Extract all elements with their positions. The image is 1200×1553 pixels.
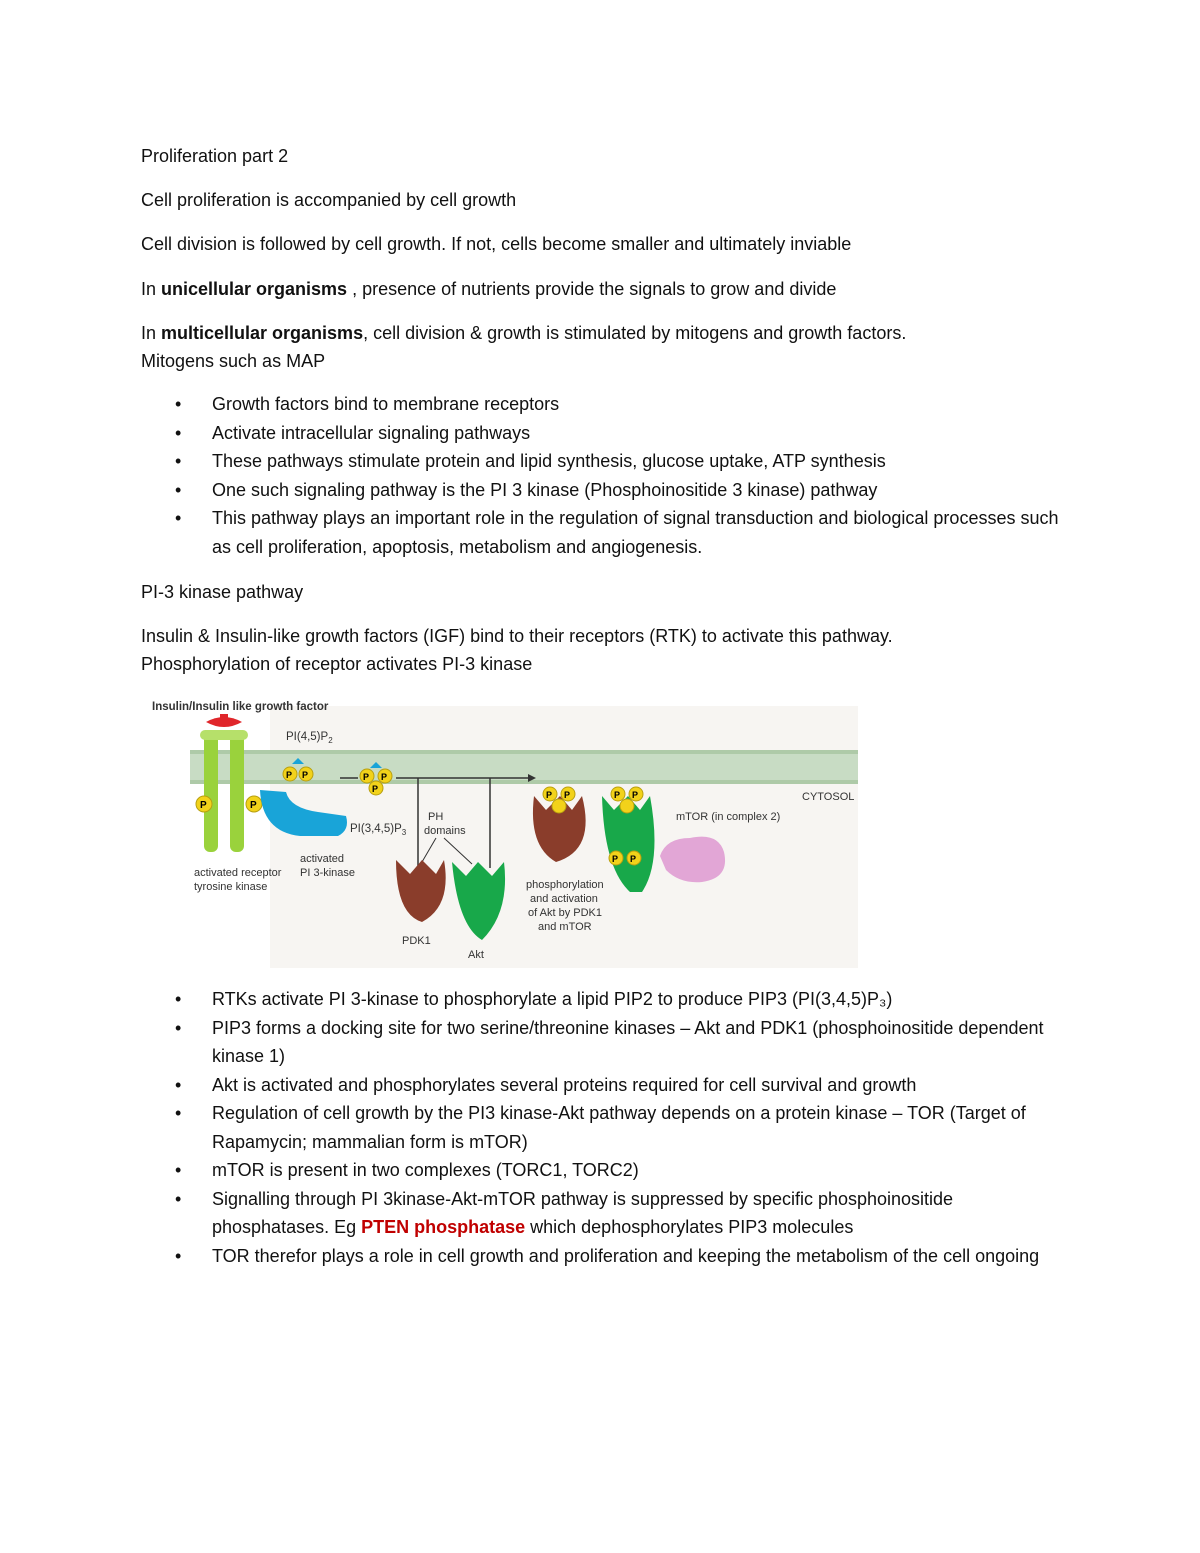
list-item-text: which dephosphorylates PIP3 molecules	[525, 1217, 854, 1237]
list-item-text: These pathways stimulate protein and lipid synthesis, glucose uptake, ATP synthesis	[212, 451, 886, 471]
pip2-label	[286, 731, 333, 745]
bullet-icon: •	[175, 1017, 182, 1038]
ph-label: PH	[428, 811, 444, 823]
bullet-icon: •	[175, 508, 182, 528]
text-segment: , cell division & growth is stimulated by mitogens and growth factors.	[363, 323, 907, 343]
bullet-icon: •	[175, 989, 182, 1009]
phosphorylation-label: and mTOR	[538, 921, 592, 933]
membrane-edge	[190, 750, 858, 754]
paragraph-growth: Cell proliferation is accompanied by cell growth	[141, 190, 517, 210]
phosphate-label: P	[632, 790, 639, 800]
bullet-icon: •	[175, 1103, 182, 1123]
bullet-list-pathway	[141, 985, 1061, 1270]
bold-term: unicellular organisms	[161, 279, 348, 299]
pip3-label	[350, 823, 407, 837]
phosphate-label: P	[564, 790, 571, 800]
text-segment: In	[141, 323, 162, 343]
list-item	[141, 1071, 1061, 1100]
page-title: Proliferation part 2	[141, 146, 289, 166]
bullet-list-growth-factors	[141, 390, 1061, 561]
paragraph-division: Cell division is followed by cell growth. If not, cells become smaller and ultimately inviable	[141, 234, 852, 254]
insulin-ligand-stem	[220, 714, 228, 724]
phosphorylation-label: of Akt by PDK1	[528, 907, 602, 919]
list-item	[141, 447, 1061, 476]
phosphate-group	[196, 796, 212, 812]
list-item	[141, 390, 1061, 419]
section-heading: PI-3 kinase pathway	[141, 582, 304, 602]
phosphate-label: P	[200, 800, 207, 811]
list-item	[141, 1014, 1061, 1071]
paragraph-mitogens: Mitogens such as MAP	[141, 351, 326, 371]
list-item-text: Growth factors bind to membrane receptors	[212, 394, 560, 414]
mtor-label: mTOR (in complex 2)	[676, 811, 781, 823]
receptor-chain	[204, 732, 218, 852]
list-item-text: Activate intracellular signaling pathways	[212, 422, 531, 443]
phosphate-label: P	[381, 772, 388, 782]
list-item	[141, 1185, 1061, 1242]
phosphate-label: P	[372, 784, 379, 794]
list-item-text: This pathway plays an important role in the regulation of signal transduction and biological processes such as cell proliferation, apoptosis, metabolism and angiogenesis.	[212, 508, 1059, 557]
bullet-icon: •	[175, 479, 182, 500]
phosphate-label: P	[612, 854, 619, 864]
list-item-text: Regulation of cell growth by the PI3 kinase-Akt pathway depends on a protein kinase – TOR (Target of Rapamycin; mammalian form is mTOR)	[212, 1103, 1026, 1152]
list-item	[141, 985, 1061, 1014]
paragraph-unicellular	[141, 277, 836, 301]
paragraph-phosphorylation: Phosphorylation of receptor activates PI-3 kinase	[141, 654, 533, 674]
bullet-icon: •	[175, 422, 182, 443]
bullet-icon: •	[175, 1074, 182, 1095]
bullet-icon: •	[175, 1245, 182, 1266]
list-item-text: RTKs activate PI 3-kinase to phosphorylate a lipid PIP2 to produce PIP3 (PI(3,4,5)P₃)	[212, 989, 893, 1009]
pi3k-label: PI 3-kinase	[300, 867, 356, 879]
phosphate-circle	[620, 799, 634, 813]
phosphate-label: P	[286, 770, 293, 780]
bold-term: multicellular organisms	[161, 323, 364, 343]
phosphate-label: P	[614, 790, 621, 800]
phosphate-label: P	[546, 790, 553, 800]
pip2-subscript: 2	[328, 736, 333, 745]
list-item-text: mTOR is present in two complexes (TORC1, TORC2)	[212, 1160, 639, 1180]
phosphate-label: P	[363, 772, 370, 782]
phosphate-label: P	[302, 770, 309, 780]
list-item-text: Signalling through PI 3kinase-Akt-mTOR pathway is suppressed by specific phosphoinositide phosphatases. Eg	[212, 1188, 954, 1237]
ph-domains-label: domains	[424, 825, 466, 837]
bullet-icon: •	[175, 1188, 182, 1209]
list-item-text: PIP3 forms a docking site for two serine/threonine kinases – Akt and PDK1 (phosphoinositide dependent kinase 1)	[212, 1017, 1044, 1066]
list-item	[141, 419, 1061, 448]
bullet-icon: •	[175, 451, 182, 471]
phosphate-label: P	[630, 854, 637, 864]
text-segment: In	[141, 279, 162, 299]
pdk1-label: PDK1	[402, 935, 431, 947]
pip3-text: PI(3,4,5)P	[350, 823, 402, 835]
pi3k-label: activated	[300, 853, 345, 865]
phosphate-group	[246, 796, 262, 812]
pathway-diagram	[152, 692, 858, 968]
bullet-icon: •	[175, 394, 182, 414]
receptor-chain	[230, 732, 244, 852]
list-item	[141, 1242, 1061, 1271]
paragraph-insulin: Insulin & Insulin-like growth factors (IGF) bind to their receptors (RTK) to activate this pathway.	[141, 626, 893, 646]
list-item	[141, 1099, 1061, 1156]
rtk-label: activated receptor	[194, 867, 282, 879]
text-segment: , presence of nutrients provide the signals to grow and divide	[347, 279, 837, 299]
paragraph-multicellular	[141, 321, 906, 345]
phosphorylation-label: and activation	[530, 893, 598, 905]
phosphate-label: P	[250, 800, 257, 811]
list-item	[141, 1156, 1061, 1185]
rtk-label: tyrosine kinase	[194, 881, 268, 893]
akt-label: Akt	[468, 949, 484, 961]
pip2-text: PI(4,5)P	[286, 731, 329, 743]
ligand-label: Insulin/Insulin like growth factor	[152, 701, 329, 713]
bullet-icon: •	[175, 1160, 182, 1180]
pi3k-pathway-figure	[152, 692, 858, 968]
highlighted-term: PTEN phosphatase	[361, 1217, 526, 1237]
phosphorylation-label: phosphorylation	[526, 879, 604, 891]
receptor-ectodomain	[200, 730, 248, 740]
list-item	[141, 504, 1061, 561]
phosphate-circle	[552, 799, 566, 813]
list-item-text: Akt is activated and phosphorylates several proteins required for cell survival and growth	[212, 1074, 917, 1095]
cytosol-label: CYTOSOL	[802, 791, 855, 803]
list-item-text: TOR therefor plays a role in cell growth and proliferation and keeping the metabolism of the cell ongoing	[212, 1245, 1040, 1266]
list-item-text: One such signaling pathway is the PI 3 kinase (Phosphoinositide 3 kinase) pathway	[212, 479, 878, 500]
list-item	[141, 476, 1061, 505]
pip3-subscript: 3	[401, 828, 407, 837]
